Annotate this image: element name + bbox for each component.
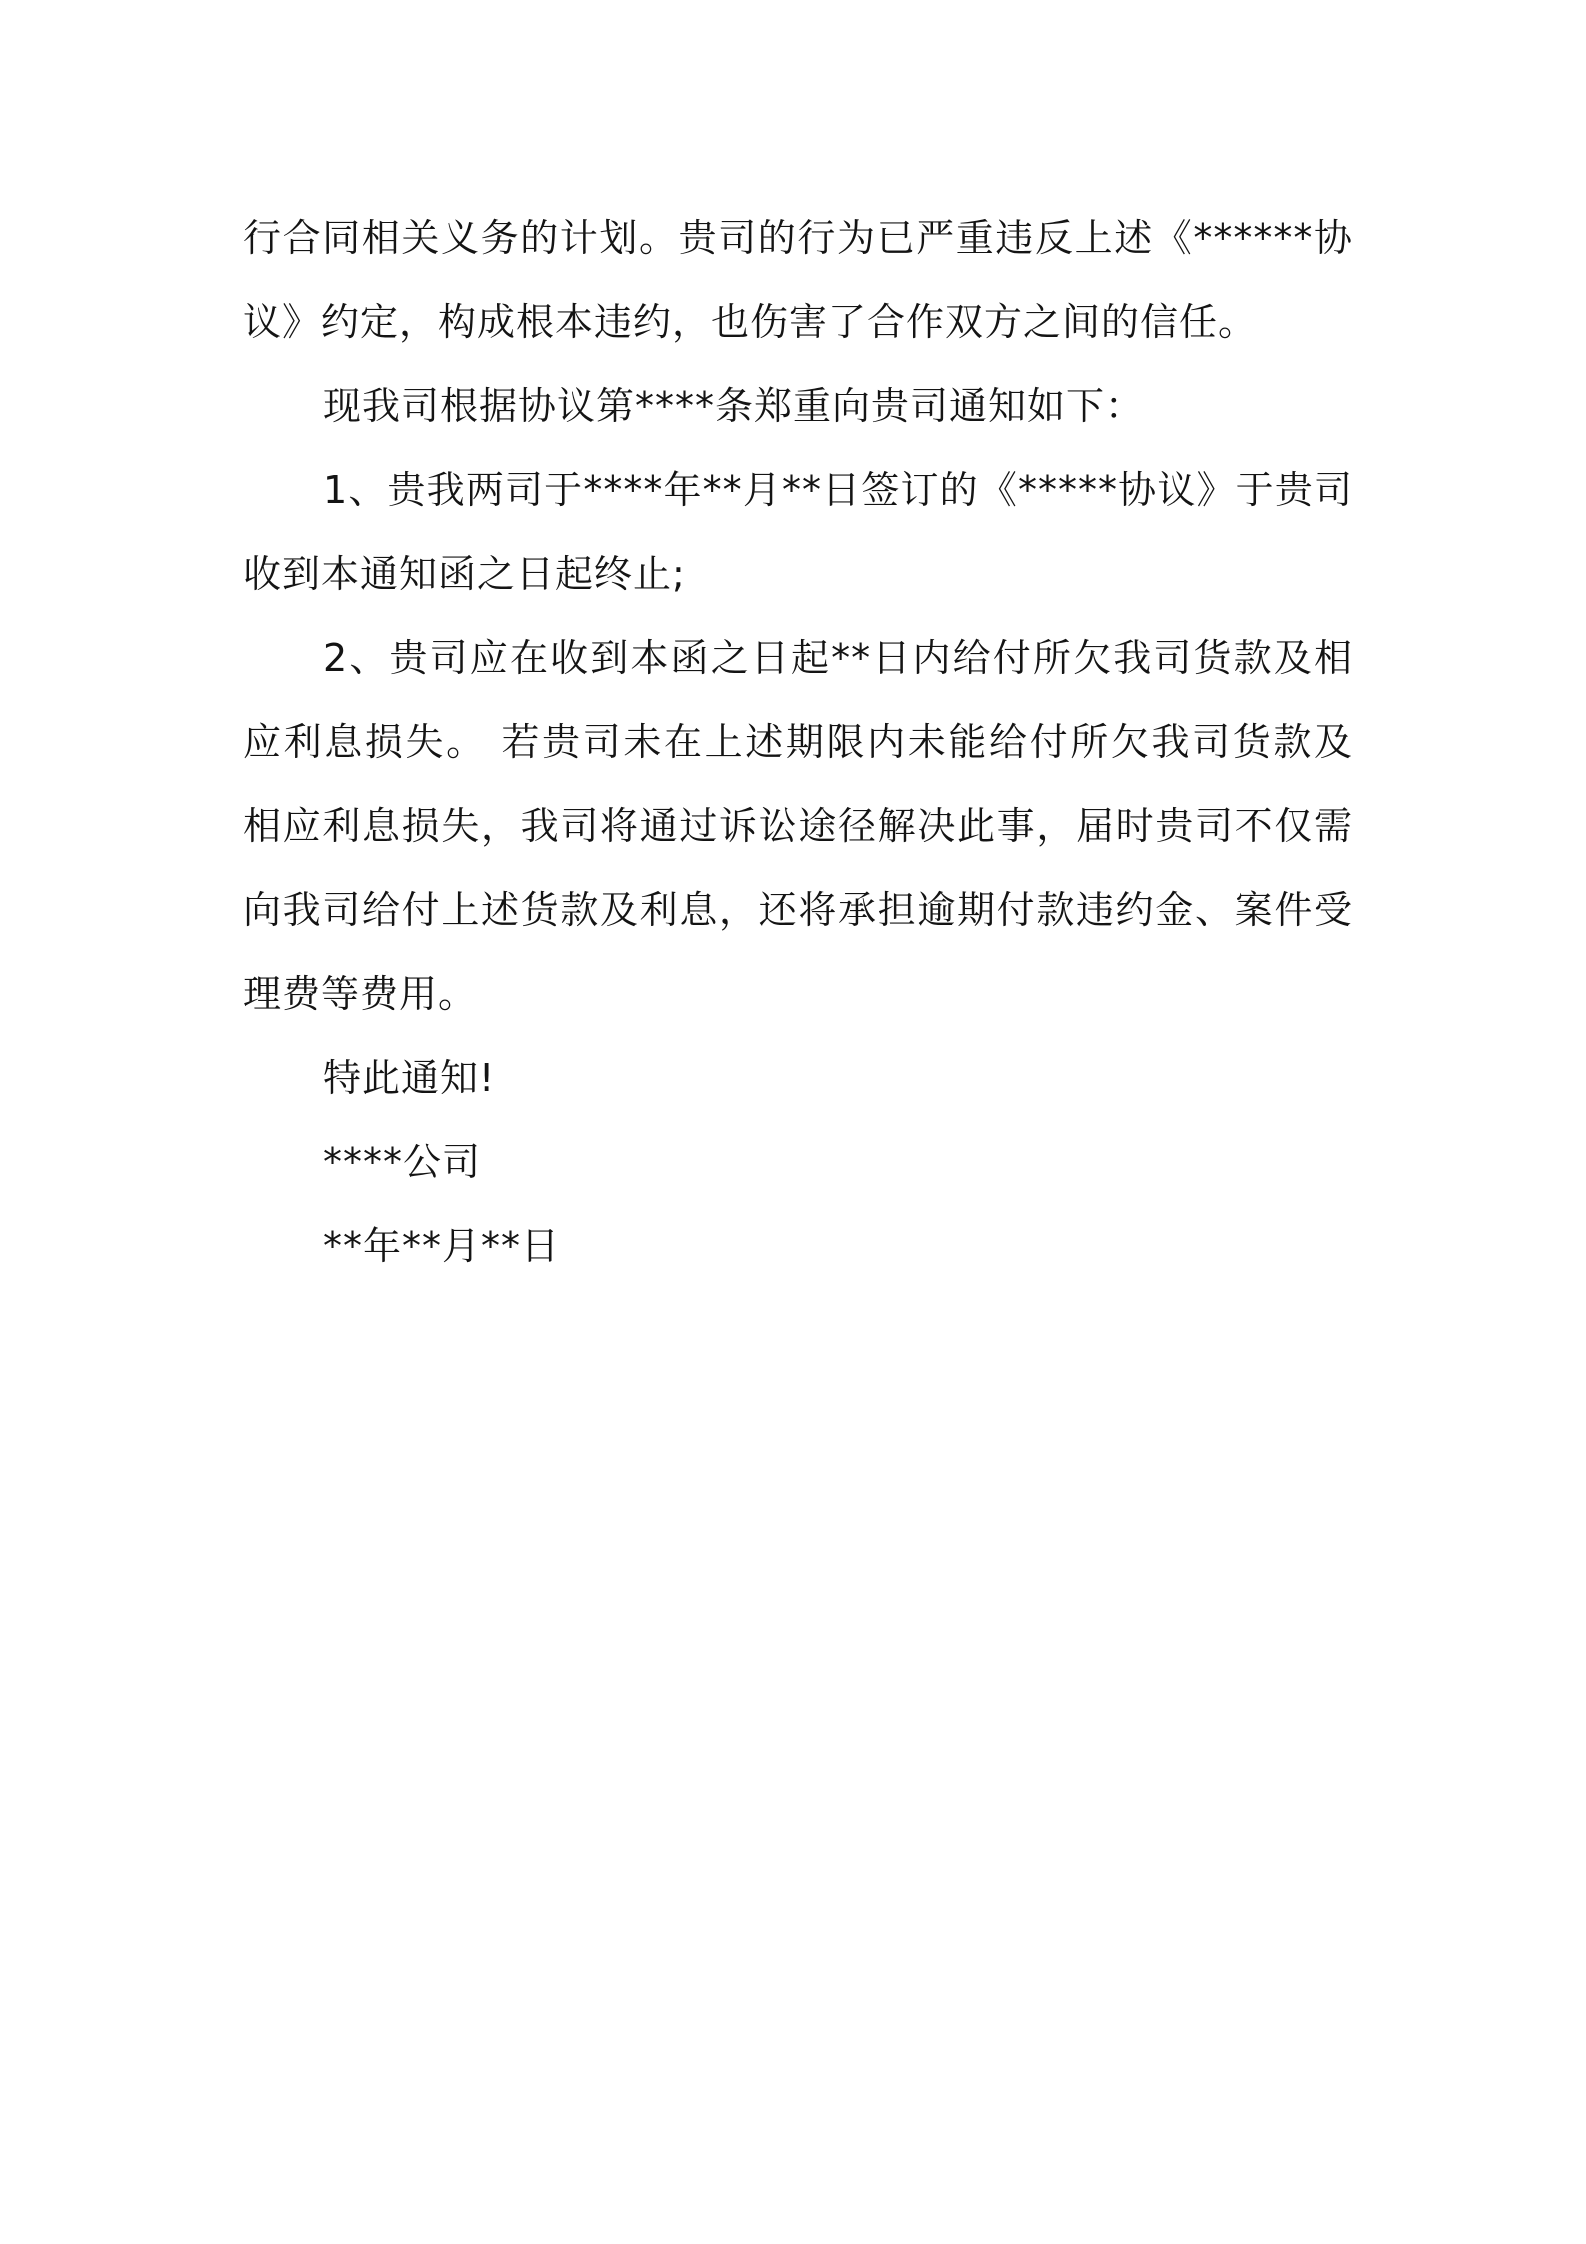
paragraph-breach [243, 196, 1353, 364]
notice-item-1 [243, 448, 1353, 616]
notice-item-2 [243, 616, 1353, 1036]
paragraph-line: 理费等费用。 [243, 972, 478, 1016]
paragraph-line: 行合同相关义务的计划。贵司的行为已严重违反上述《******协 [243, 216, 1353, 260]
paragraph-line: 向我司给付上述货款及利息，还将承担逾期付款违约金、案件受 [243, 888, 1353, 932]
paragraph-line: 相应利息损失，我司将通过诉讼途径解决此事，届时贵司不仅需 [243, 804, 1353, 848]
paragraph-line: 现我司根据协议第****条郑重向贵司通知如下： [323, 384, 1145, 428]
paragraph-line: 2、贵司应在收到本函之日起**日内给付所欠我司货款及相 [323, 636, 1353, 680]
paragraph-notice-intro [243, 364, 1353, 448]
document-body [243, 196, 1353, 1288]
paragraph-line: 应利息损失。 若贵司未在上述期限内未能给付所欠我司货款及 [243, 720, 1353, 764]
paragraph-line: 收到本通知函之日起终止; [243, 552, 686, 596]
signature-date: **年**月**日 [323, 1224, 561, 1268]
paragraph-line: 议》约定，构成根本违约，也伤害了合作双方之间的信任。 [243, 300, 1258, 344]
company-signature: ****公司 [323, 1140, 482, 1184]
paragraph-line: 1、贵我两司于****年**月**日签订的《*****协议》于贵司 [323, 468, 1353, 512]
closing-text: 特此通知! [323, 1056, 496, 1100]
